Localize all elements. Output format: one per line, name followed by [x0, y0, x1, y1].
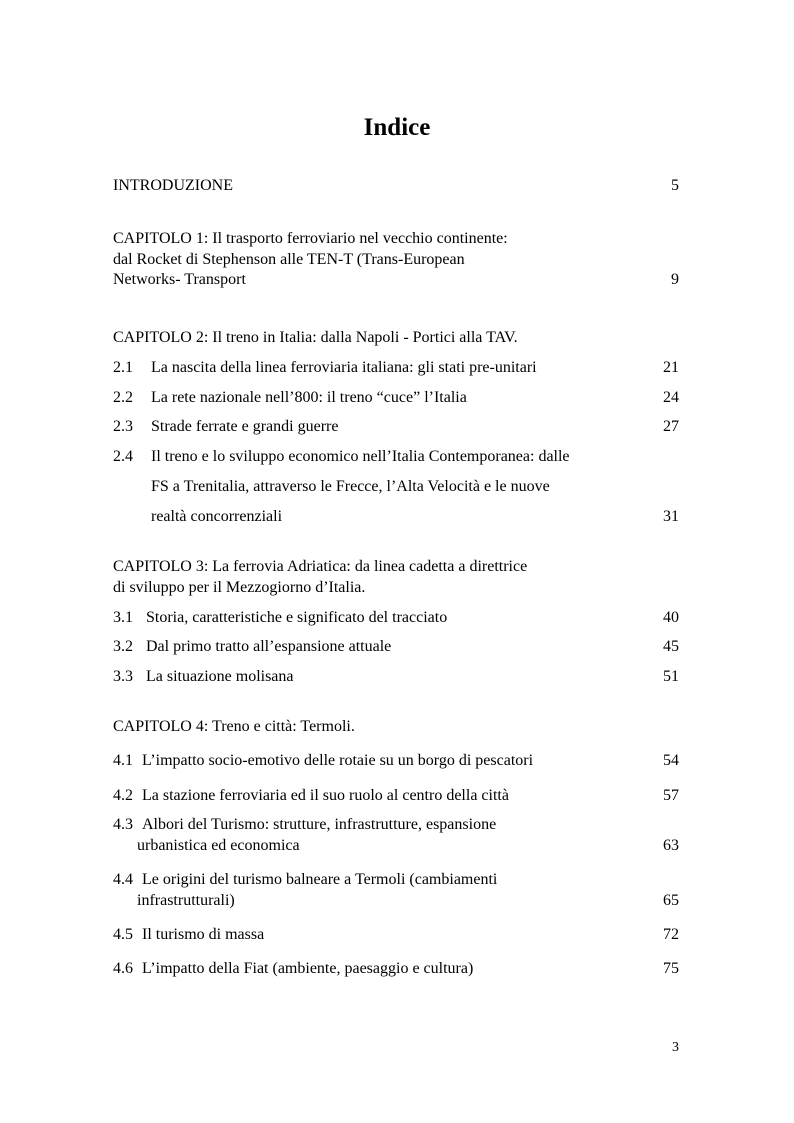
- chapter-1-heading-line[interactable]: dal Rocket di Stephenson alle TEN-T (Trans-European: [113, 251, 465, 268]
- toc-section-4-2[interactable]: La stazione ferroviaria ed il suo ruolo al centro della città: [142, 787, 509, 804]
- chapter-3-heading-line[interactable]: di sviluppo per il Mezzogiorno d’Italia.: [113, 579, 366, 596]
- toc-section-4-4-line[interactable]: Le origini del turismo balneare a Termoli (cambiamenti: [142, 871, 498, 888]
- chapter-4-heading[interactable]: CAPITOLO 4: Treno e città: Termoli.: [113, 718, 355, 735]
- toc-page-number: 24: [663, 389, 679, 406]
- toc-page-number: 27: [663, 418, 679, 435]
- section-number: 3.2: [113, 638, 133, 655]
- toc-page-number: 54: [663, 752, 679, 769]
- toc-section-3-3[interactable]: La situazione molisana: [146, 668, 294, 685]
- toc-section-2-4-line[interactable]: realtà concorrenziali: [151, 508, 283, 525]
- page-folio: 3: [672, 1040, 679, 1055]
- toc-page-number: 21: [663, 359, 679, 376]
- toc-section-4-5[interactable]: Il turismo di massa: [142, 926, 265, 943]
- section-number: 4.1: [113, 752, 133, 769]
- toc-page-number: 31: [663, 508, 679, 525]
- toc-page-number: 5: [671, 177, 679, 194]
- page-title: Indice: [363, 114, 431, 141]
- section-number: 2.2: [113, 389, 133, 406]
- chapter-3-heading-line[interactable]: CAPITOLO 3: La ferrovia Adriatica: da linea cadetta a direttrice: [113, 558, 528, 575]
- chapter-2-heading[interactable]: CAPITOLO 2: Il treno in Italia: dalla Napoli - Portici alla TAV.: [113, 329, 518, 346]
- toc-section-2-2[interactable]: La rete nazionale nell’800: il treno “cuce” l’Italia: [151, 389, 467, 406]
- toc-page-number: 75: [663, 960, 679, 977]
- section-number: 2.4: [113, 448, 133, 465]
- toc-page-number: 45: [663, 638, 679, 655]
- toc-section-2-4-line[interactable]: FS a Trenitalia, attraverso le Frecce, l’Alta Velocità e le nuove: [151, 478, 550, 495]
- toc-section-4-3-line[interactable]: Albori del Turismo: strutture, infrastrutture, espansione: [142, 816, 497, 833]
- toc-section-2-1[interactable]: La nascita della linea ferroviaria italiana: gli stati pre-unitari: [151, 359, 537, 376]
- section-number: 3.3: [113, 668, 133, 685]
- section-number: 2.3: [113, 418, 133, 435]
- toc-page-number: 40: [663, 609, 679, 626]
- toc-section-3-1[interactable]: Storia, caratteristiche e significato del tracciato: [146, 609, 448, 626]
- toc-section-2-4-line[interactable]: Il treno e lo sviluppo economico nell’Italia Contemporanea: dalle: [151, 448, 570, 465]
- toc-section-4-6[interactable]: L’impatto della Fiat (ambiente, paesaggio e cultura): [142, 960, 474, 977]
- section-number: 2.1: [113, 359, 133, 376]
- toc-page-number: 63: [663, 837, 679, 854]
- toc-page-number: 9: [671, 271, 679, 288]
- section-number: 4.5: [113, 926, 133, 943]
- section-number: 4.6: [113, 960, 133, 977]
- toc-page-number: 72: [663, 926, 679, 943]
- section-number: 4.3: [113, 816, 133, 833]
- toc-section-4-3-line[interactable]: urbanistica ed economica: [137, 837, 300, 854]
- toc-introduction[interactable]: INTRODUZIONE: [113, 177, 233, 194]
- toc-section-4-1[interactable]: L’impatto socio-emotivo delle rotaie su un borgo di pescatori: [142, 752, 534, 769]
- toc-section-4-4-line[interactable]: infrastrutturali): [137, 892, 235, 909]
- toc-page-number: 51: [663, 668, 679, 685]
- toc-page-number: 57: [663, 787, 679, 804]
- toc-section-3-2[interactable]: Dal primo tratto all’espansione attuale: [146, 638, 392, 655]
- section-number: 4.2: [113, 787, 133, 804]
- chapter-1-heading-line[interactable]: CAPITOLO 1: Il trasporto ferroviario nel vecchio continente:: [113, 230, 508, 247]
- section-number: 4.4: [113, 871, 133, 888]
- chapter-1-heading-line[interactable]: Networks- Transport: [113, 271, 246, 288]
- section-number: 3.1: [113, 609, 133, 626]
- toc-section-2-3[interactable]: Strade ferrate e grandi guerre: [151, 418, 339, 435]
- toc-page-number: 65: [663, 892, 679, 909]
